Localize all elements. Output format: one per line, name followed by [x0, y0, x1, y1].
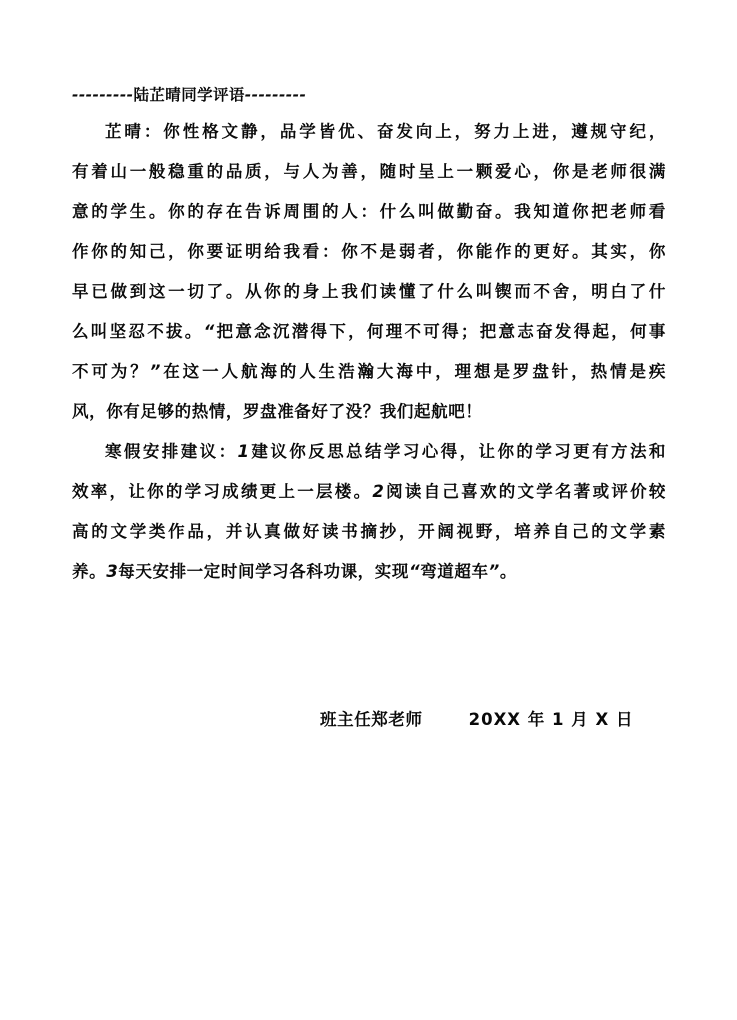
signature-date-day-unit: 日: [615, 710, 634, 729]
text-line: 效率，让你的学习成绩更上一层楼。2阅读自己喜欢的文学名著或评价较: [72, 482, 666, 501]
paragraph-holiday-suggestions: [72, 432, 666, 592]
text-line: 不可为？”在这一人航海的人生浩瀚大海中，理想是罗盘针，热情是疾: [72, 362, 666, 381]
document-body: [72, 78, 666, 592]
text-line: 养。3每天安排一定时间学习各科功课，实现“弯道超车”。: [72, 562, 517, 581]
text-line: 么叫坚忍不拔。“把意念沉潜得下，何理不可得；把意志奋发得起，何事: [72, 322, 666, 341]
signature-date-year-unit: 年: [527, 710, 546, 729]
signature-teacher-name: 班主任郑老师: [320, 710, 423, 729]
signature-date-year: 20XX: [468, 710, 522, 729]
text-line: 寒假安排建议：1建议你反思总结学习心得，让你的学习更有方法和: [105, 442, 666, 461]
text-line: 早已做到这一切了。从你的身上我们读懂了什么叫锲而不舍，明白了什: [72, 282, 666, 301]
text-line: 作你的知己，你要证明给我看：你不是弱者，你能作的更好。其实，你: [72, 242, 666, 261]
text-line: 有着山一般稳重的品质，与人为善，随时呈上一颗爱心，你是老师很满: [72, 162, 666, 181]
signature-date-month-unit: 月: [571, 710, 589, 729]
evaluation-title: ---------陆芷晴同学评语---------: [72, 86, 307, 104]
paragraph-evaluation: [72, 112, 666, 432]
signature-date: [469, 710, 634, 729]
text-line: 高的文学类作品，并认真做好读书摘抄，开阔视野，培养自己的文学素: [72, 522, 666, 541]
text-line: 芷晴：你性格文静，品学皆优、奋发向上，努力上进，遵规守纪，: [105, 122, 666, 141]
text-line: 风，你有足够的热情，罗盘准备好了没？我们起航吧！: [72, 402, 483, 421]
signature-date-month: 1: [552, 710, 565, 729]
text-line: 意的学生。你的存在告诉周围的人：什么叫做勤奋。我知道你把老师看: [72, 202, 666, 221]
signature-date-day: X: [595, 710, 610, 729]
signature-block: [0, 700, 737, 740]
